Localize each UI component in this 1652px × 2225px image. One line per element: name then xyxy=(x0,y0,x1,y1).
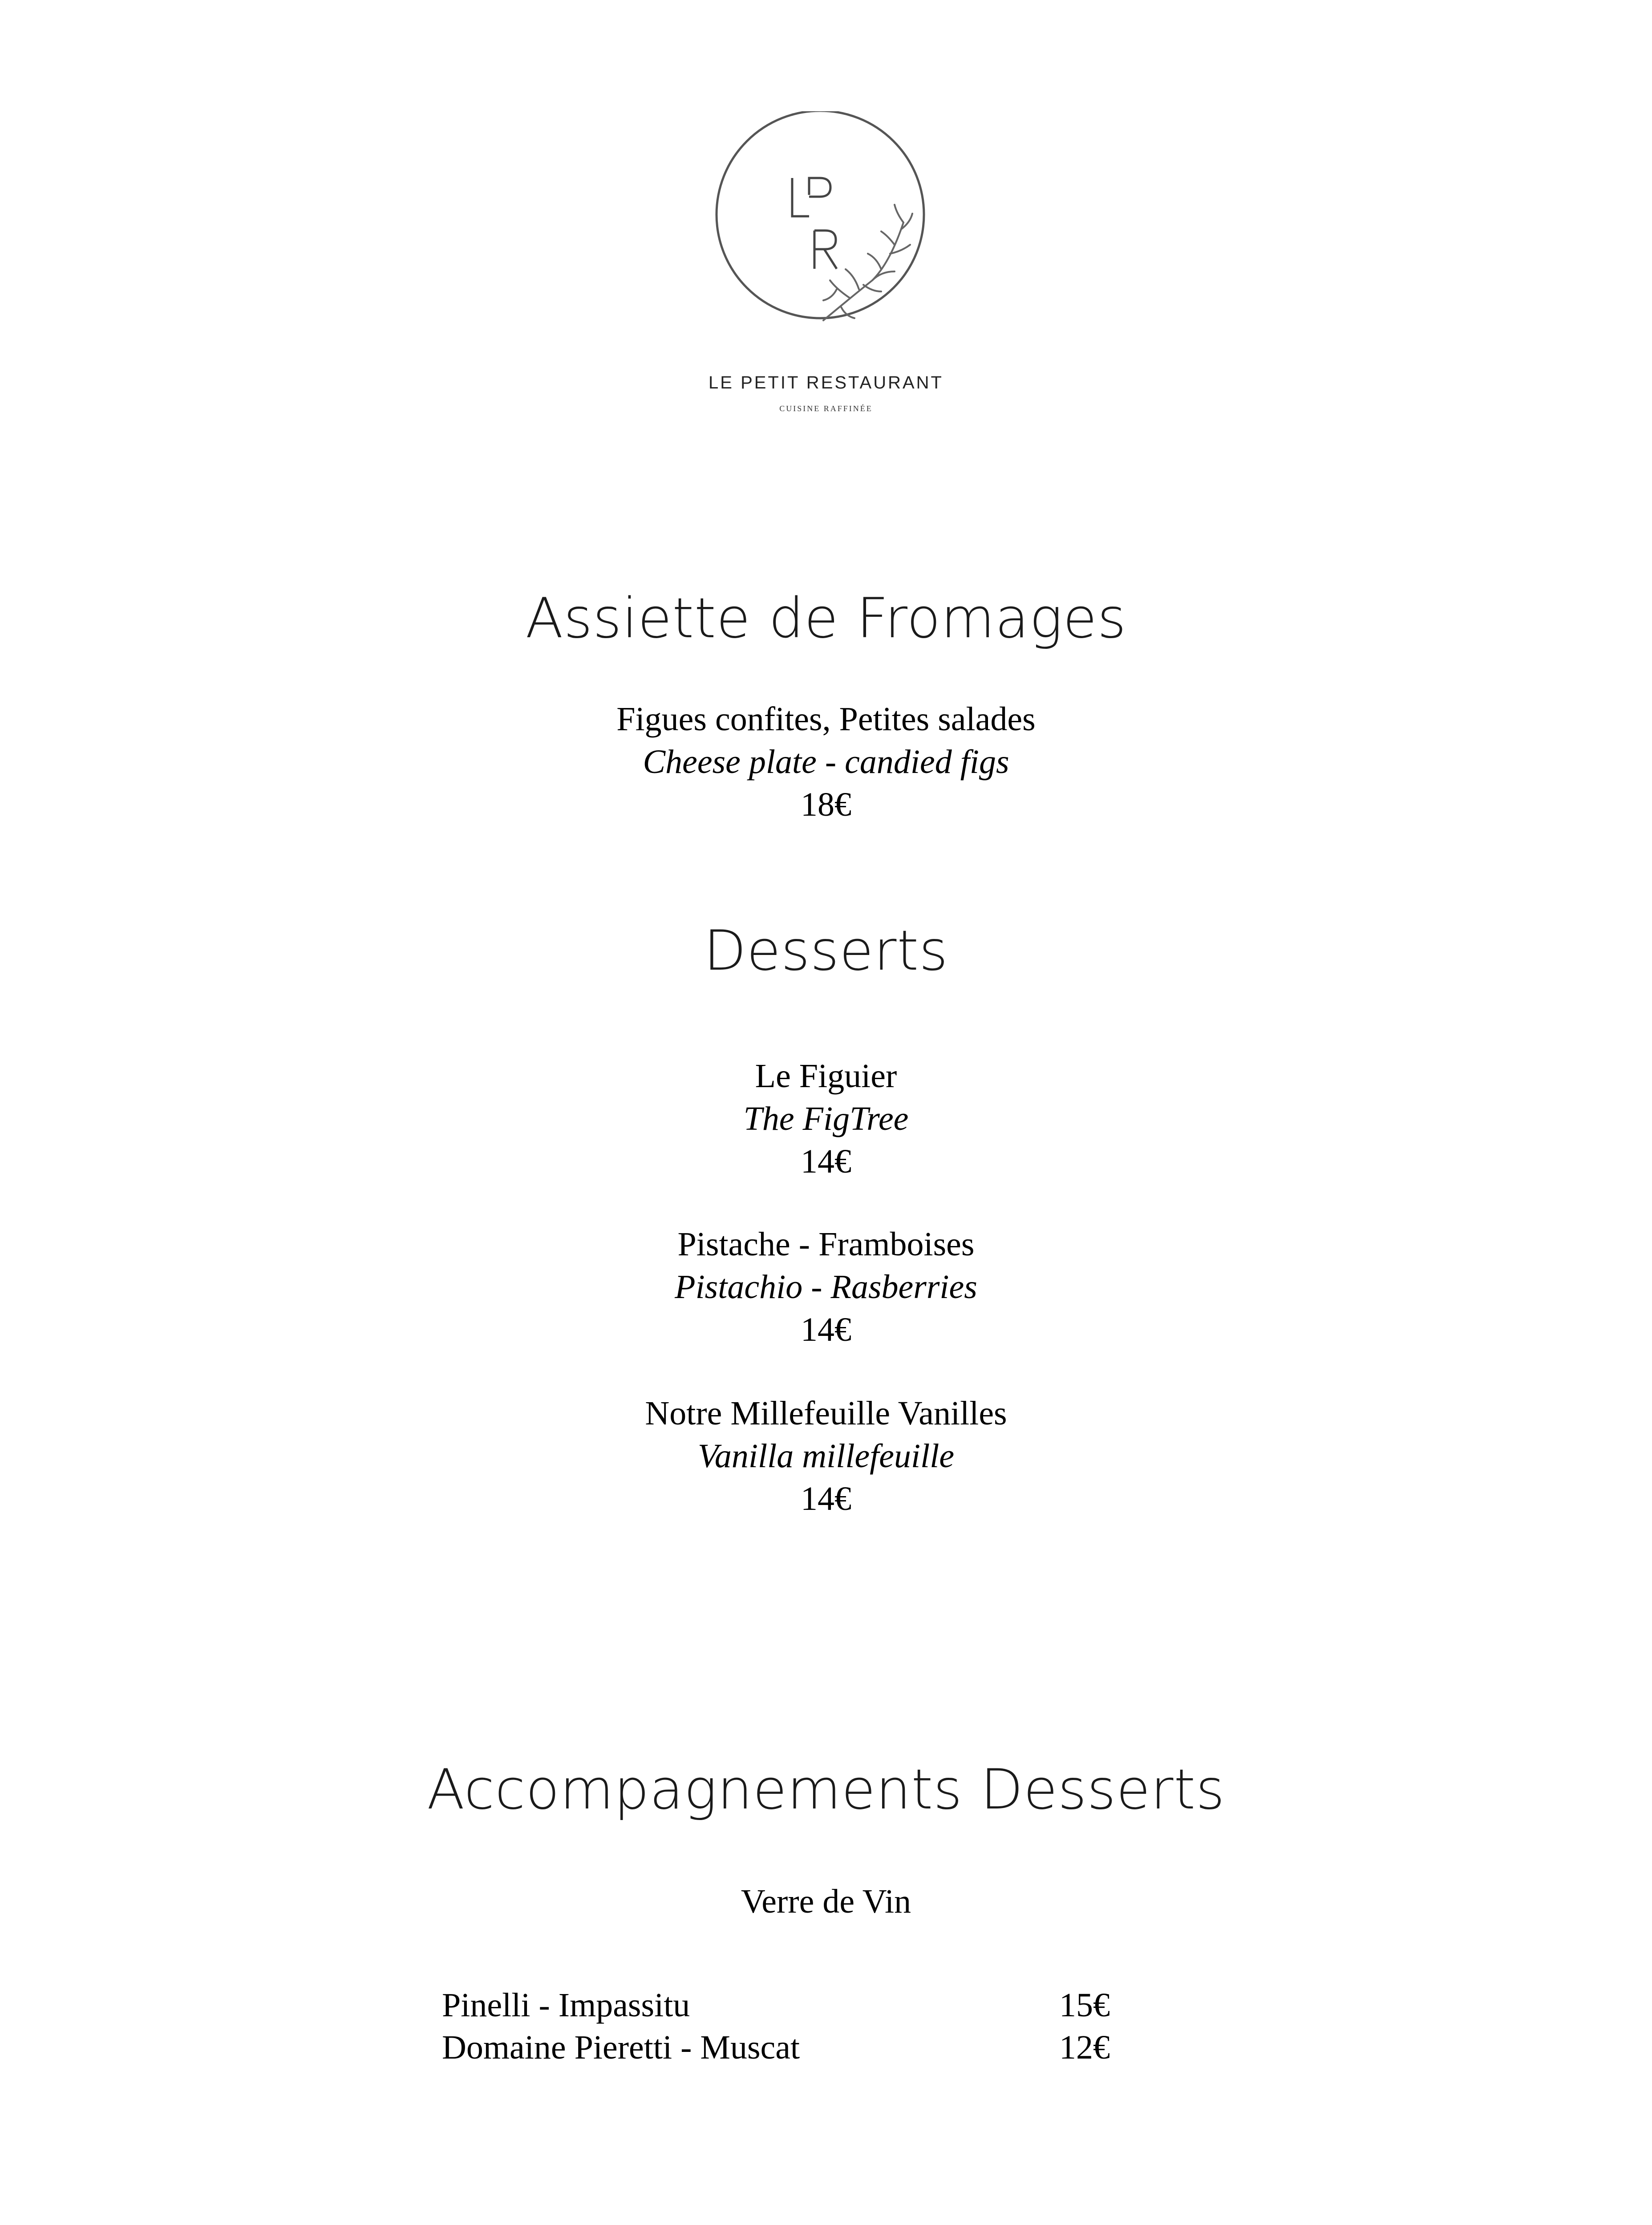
menu-item-dessert xyxy=(0,1223,1652,1351)
wine-name: Pinelli - Impassitu xyxy=(442,1986,690,2024)
item-name-en: Pistachio - Rasberries xyxy=(675,1268,977,1306)
item-price: 14€ xyxy=(801,1143,851,1180)
item-name-fr: Figues confites, Petites salades xyxy=(616,700,1036,738)
wine-name: Domaine Pieretti - Muscat xyxy=(442,2029,800,2066)
item-name-fr: Le Figuier xyxy=(755,1057,897,1095)
logo-circle xyxy=(717,111,924,318)
section-title-fromages: Assiette de Fromages xyxy=(525,587,1127,651)
item-name-en: Vanilla millefeuille xyxy=(697,1437,955,1475)
logo-monogram xyxy=(792,178,837,269)
item-price: 14€ xyxy=(801,1311,851,1348)
wine-price: 12€ xyxy=(1059,2029,1110,2066)
brand-tagline: CUISINE RAFFINÉE xyxy=(779,404,873,413)
item-name-fr: Pistache - Framboises xyxy=(677,1226,975,1263)
restaurant-logo xyxy=(703,111,952,334)
menu-item-fromages xyxy=(0,698,1652,826)
brand-name: LE PETIT RESTAURANT xyxy=(709,373,943,392)
logo-coral-branch xyxy=(823,205,912,320)
section-title-accompagnements: Accompagnements Desserts xyxy=(427,1758,1225,1822)
section-title-desserts: Desserts xyxy=(704,919,948,983)
item-name-en: The FigTree xyxy=(743,1100,909,1137)
section-subtitle-wine: Verre de Vin xyxy=(741,1883,911,1920)
item-name-en: Cheese plate - candied figs xyxy=(643,743,1009,781)
item-price: 18€ xyxy=(801,786,851,823)
item-name-fr: Notre Millefeuille Vanilles xyxy=(645,1395,1007,1432)
menu-item-dessert xyxy=(0,1055,1652,1183)
wine-price: 15€ xyxy=(1059,1986,1110,2024)
item-price: 14€ xyxy=(801,1480,851,1517)
menu-item-dessert xyxy=(0,1392,1652,1520)
